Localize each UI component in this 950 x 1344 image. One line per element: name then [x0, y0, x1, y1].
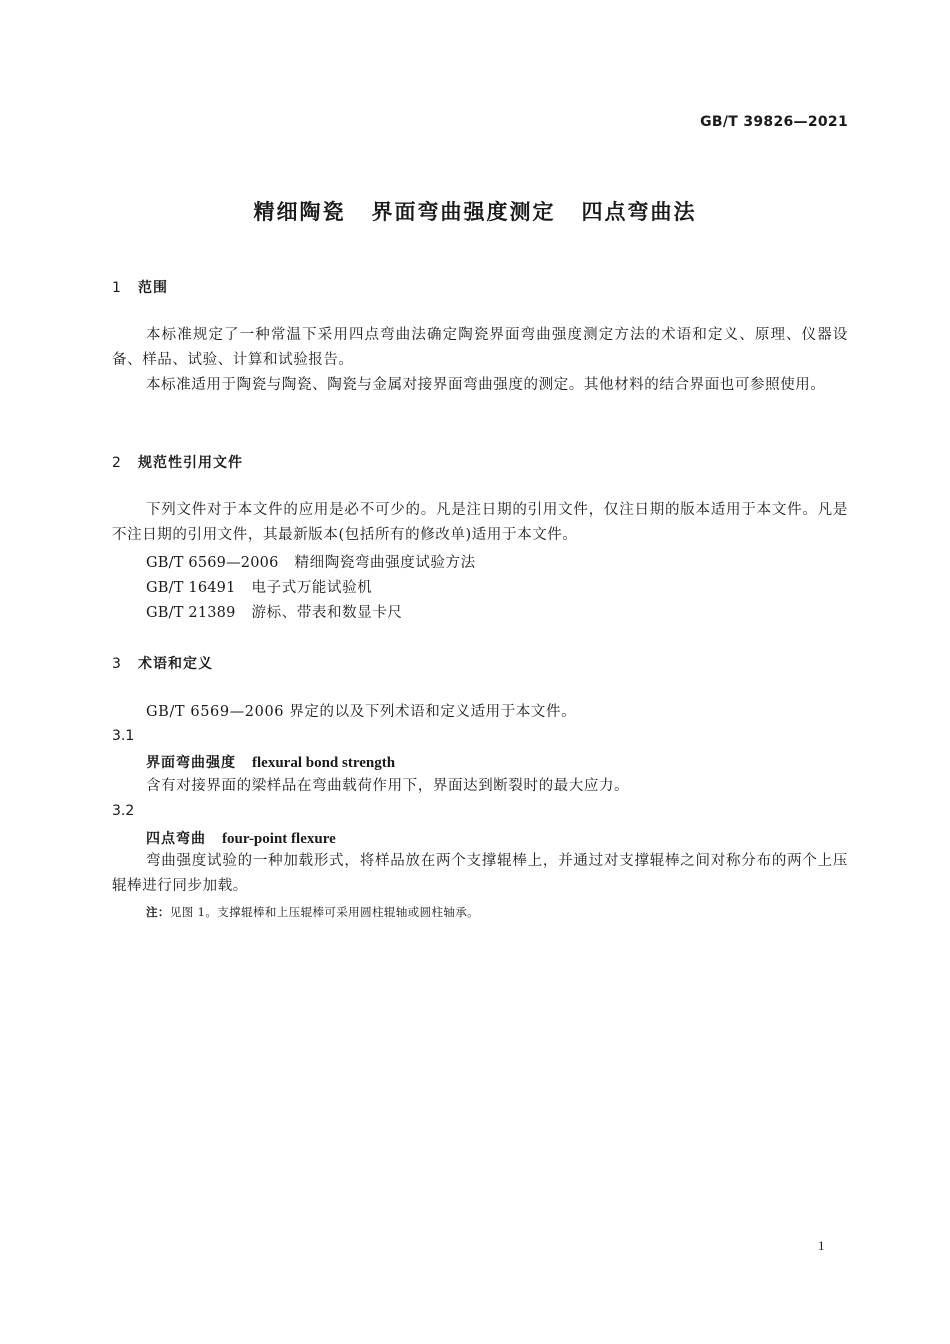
note-text: 见图 1。支撑辊棒和上压辊棒可采用圆柱辊轴或圆柱轴承。	[169, 905, 480, 919]
reference-title: 游标、带表和数显卡尺	[251, 605, 403, 621]
term-chinese: 界面弯曲强度	[146, 755, 236, 771]
paragraph: 下列文件对于本文件的应用是必不可少的。凡是注日期的引用文件，仅注日期的版本适用于本文件。凡是不注日期的引用文件，其最新版本(包括所有的修改单)适用于本文件。	[112, 502, 848, 543]
term-english: four-point flexure	[222, 831, 336, 847]
section-title: 术语和定义	[138, 656, 213, 672]
section-1-heading	[112, 277, 168, 297]
term-entry	[146, 828, 336, 848]
note	[146, 904, 479, 920]
document-title	[0, 196, 950, 226]
reference-item	[146, 576, 372, 597]
note-label: 注：	[146, 905, 170, 919]
section-number: 1	[112, 280, 122, 296]
term-definition: 弯曲强度试验的一种加载形式，将样品放在两个支撑辊棒上，并通过对支撑辊棒之间对称分布的两个上压辊棒进行同步加载。	[112, 853, 848, 894]
paragraph: 本标准适用于陶瓷与陶瓷、陶瓷与金属对接界面弯曲强度的测定。其他材料的结合界面也可参照使用。	[146, 377, 826, 393]
reference-title: 精细陶瓷弯曲强度试验方法	[294, 555, 476, 571]
reference-title: 电子式万能试验机	[251, 580, 373, 596]
paragraph: GB/T 6569—2006 界定的以及下列术语和定义适用于本文件。	[146, 704, 577, 720]
section-2-heading	[112, 452, 243, 472]
reference-code: GB/T 6569—2006	[146, 555, 279, 571]
term-entry	[146, 752, 395, 772]
section-3-heading	[112, 653, 213, 673]
term-definition: 含有对接界面的梁样品在弯曲载荷作用下，界面达到断裂时的最大应力。	[146, 778, 630, 794]
title-part-3: 四点弯曲法	[581, 200, 697, 224]
section-number: 3	[112, 656, 122, 672]
section-title: 范围	[138, 280, 168, 296]
reference-code: GB/T 16491	[146, 580, 236, 596]
reference-code: GB/T 21389	[146, 605, 236, 621]
reference-item	[146, 551, 476, 572]
paragraph: 本标准规定了一种常温下采用四点弯曲法确定陶瓷界面弯曲强度测定方法的术语和定义、原理、仪器设备、样品、试验、计算和试验报告。	[112, 327, 848, 368]
reference-item	[146, 601, 403, 622]
title-part-2: 界面弯曲强度测定	[371, 200, 556, 224]
section-number: 2	[112, 455, 122, 471]
term-chinese: 四点弯曲	[146, 831, 206, 847]
term-english: flexural bond strength	[252, 755, 396, 771]
term-number: 3.2	[112, 803, 135, 819]
standard-code: GB/T 39826—2021	[700, 114, 848, 130]
title-part-1: 精细陶瓷	[253, 200, 346, 224]
term-number: 3.1	[112, 728, 135, 744]
page-number: 1	[818, 1238, 825, 1253]
section-title: 规范性引用文件	[138, 455, 243, 471]
